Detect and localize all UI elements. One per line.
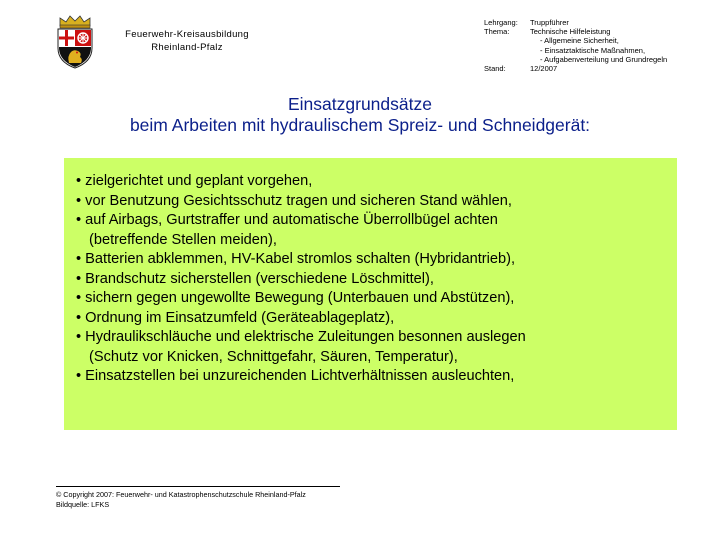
copyright-text: © Copyright 2007: Feuerwehr- und Katastrophenschutzschule Rheinland-Pfalz xyxy=(56,490,306,499)
image-source-text: Bildquelle: LFKS xyxy=(56,500,110,509)
thema-item: - Aufgabenverteilung und Grundregeln xyxy=(540,54,668,64)
list-item-continuation: (Schutz vor Knicken, Schnittgefahr, Säuren, Temperatur), xyxy=(89,348,458,365)
thema-row xyxy=(484,27,714,36)
list-item: • Hydraulikschläuche und elektrische Zuleitungen besonnen auslegen xyxy=(76,329,526,345)
org-line-2: Rheinland-Pfalz xyxy=(151,42,223,53)
lehrgang-value: Truppführer xyxy=(530,18,569,27)
footer-divider xyxy=(56,486,340,487)
footer xyxy=(56,490,306,510)
org-line-1: Feuerwehr-Kreisausbildung xyxy=(125,29,249,40)
course-meta xyxy=(484,18,714,73)
list-item: • Ordnung im Einsatzumfeld (Geräteablageplatz), xyxy=(76,309,395,326)
list-item: • Einsatzstellen bei unzureichenden Lichtverhältnissen ausleuchten, xyxy=(76,368,515,384)
list-item-continuation: (betreffende Stellen meiden), xyxy=(89,231,277,248)
list-item: • zielgerichtet und geplant vorgehen, xyxy=(76,173,313,189)
thema-label: Thema: xyxy=(484,27,510,37)
stand-label: Stand: xyxy=(484,64,506,74)
page-title xyxy=(0,94,720,136)
list-item: • vor Benutzung Gesichtsschutz tragen und sicheren Stand wählen, xyxy=(76,192,512,209)
list-item: • Batterien abklemmen, HV-Kabel stromlos schalten (Hybridantrieb), xyxy=(76,251,516,267)
stand-value: 12/2007 xyxy=(530,64,558,74)
list-item: • auf Airbags, Gurtstraffer und automatische Überrollbügel achten xyxy=(76,212,498,228)
title-line-1: Einsatzgrundsätze xyxy=(288,94,432,114)
stand-row xyxy=(484,64,714,73)
bullet-list xyxy=(76,172,676,387)
title-line-2: beim Arbeiten mit hydraulischem Spreiz- und Schneidgerät: xyxy=(129,115,591,135)
thema-item: - Allgemeine Sicherheit, xyxy=(540,36,619,46)
organization-name xyxy=(112,28,262,54)
thema-value: Technische Hilfeleistung xyxy=(530,27,611,37)
rlp-coat-of-arms-icon xyxy=(52,14,98,70)
list-item: • sichern gegen ungewollte Bewegung (Unterbauen und Abstützen), xyxy=(76,290,515,306)
thema-item: - Einsatztaktische Maßnahmen, xyxy=(540,45,646,55)
list-item: • Brandschutz sicherstellen (verschiedene Löschmittel), xyxy=(76,270,434,287)
lehrgang-row xyxy=(484,18,714,27)
lehrgang-label: Lehrgang: xyxy=(484,18,518,27)
